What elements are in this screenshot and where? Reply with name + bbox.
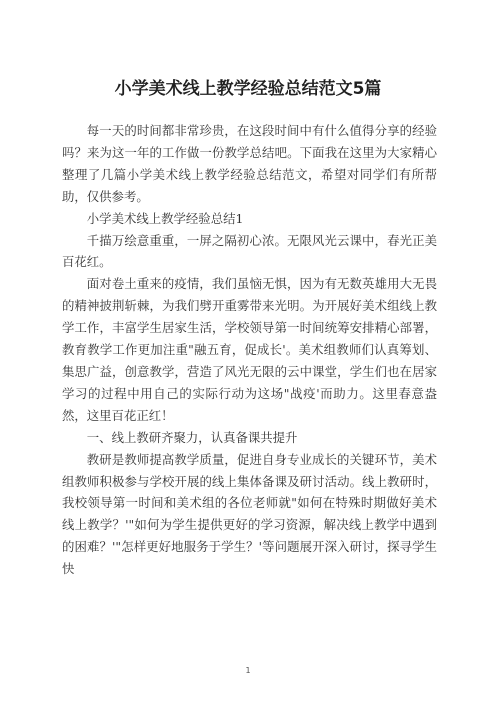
poem-paragraph: 千描万绘意重重，一屏之隔初心浓。无限风光云课中，春光正美百花红。 xyxy=(62,232,437,270)
document-title: 小学美术线上教学经验总结范文5篇 xyxy=(114,79,382,99)
body-paragraph: 教研是教师提高教学质量，促进自身专业成长的关键环节，美术组教师积极参与学校开展的线上集体备课及研讨活动。线上教研时，我校领导第一时间和美术组的各位老师就"如何在特殊时期做好美术线上教学？'"如何为学生提供更好的学习资源，解决线上教学中遇到的困难？'"怎样更好地服务于学生？'等问题展开深入研讨，探寻学生快 xyxy=(62,451,437,577)
document-body xyxy=(62,120,437,580)
subsection-heading: 一、线上教研齐聚力，认真备课共提升 xyxy=(86,429,298,445)
page-number: 1 xyxy=(245,666,251,675)
section-heading: 小学美术线上教学经验总结1 xyxy=(86,210,244,226)
body-paragraph: 面对卷土重来的疫情，我们虽恼无惧，因为有无数英雄用大无畏的精神披荆斩棘，为我们劈开重雾带来光明。为开展好美术组线上教学工作，丰富学生居家生活，学校领导第一时间统筹安排精心部署，教育教学工作更加注重"融五育，促成长'。美术组教师们认真筹划、集思广益，创意教学，营造了风光无限的云中课堂，学生们也在居家学习的过程中用自己的实际行动为这场"战疫'而助力。这里春意盎然，这里百花正红！ xyxy=(62,276,437,423)
intro-paragraph: 每一天的时间都非常珍贵，在这段时间中有什么值得分享的经验吗？来为这一年的工作做一份教学总结吧。下面我在这里为大家精心整理了几篇小学美术线上教学经验总结范文，希望对同学们有所帮助，仅供参考。 xyxy=(62,123,437,204)
